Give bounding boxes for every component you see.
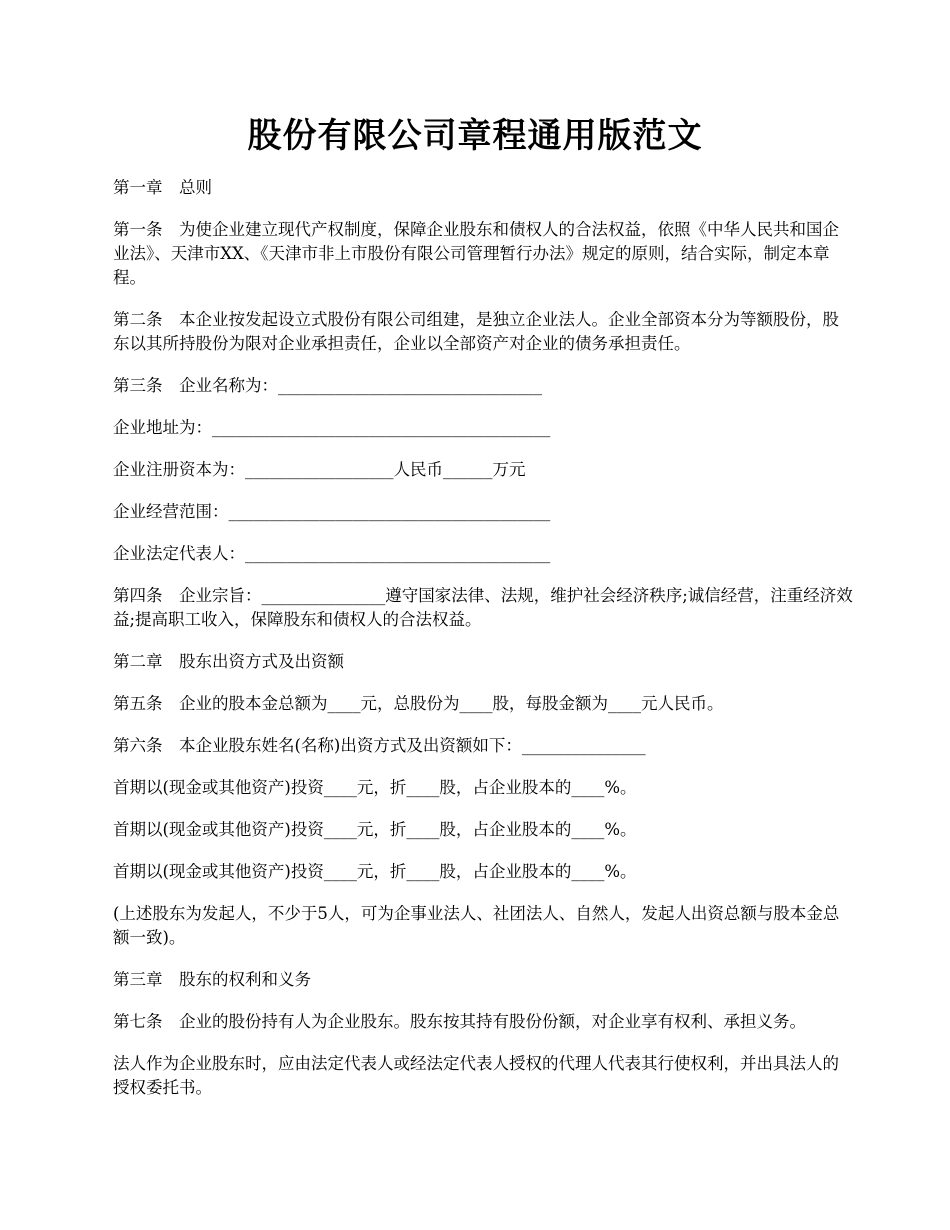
investment-line-1: 首期以(现金或其他资产)投资____元，折____股，占企业股本的____%。	[113, 778, 637, 797]
shareholder-note: (上述股东为发起人，不少于5人，可为企事业法人、社团法人、自然人，发起人出资总额与股本金总额一致)。	[113, 904, 840, 947]
company-address-line: 企业地址为：_________________________________________	[113, 418, 551, 437]
article-5: 第五条 企业的股本金总额为____元，总股份为____股，每股金额为____元人民币。	[113, 694, 724, 713]
article-7: 第七条 企业的股份持有人为企业股东。股东按其持有股份份额，对企业享有权利、承担义务。	[113, 1012, 806, 1031]
chapter-2-heading: 第二章 股东出资方式及出资额	[113, 652, 344, 671]
legal-representative-line: 企业法定代表人：_____________________________________	[113, 544, 551, 563]
document-body	[113, 176, 853, 1118]
legal-person-shareholder-paragraph: 法人作为企业股东时，应由法定代表人或经法定代表人授权的代理人代表其行使权利，并出具法人的授权委托书。	[113, 1054, 839, 1097]
article-1: 第一条 为使企业建立现代产权制度，保障企业股东和债权人的合法权益，依照《中华人民共和国企业法》、天津市XX、《天津市非上市股份有限公司管理暂行办法》规定的原则，结合实际，制定本章程。	[113, 220, 839, 287]
registered-capital-line: 企业注册资本为：__________________人民币______万元	[113, 460, 526, 479]
investment-line-2: 首期以(现金或其他资产)投资____元，折____股，占企业股本的____%。	[113, 820, 637, 839]
article-2: 第二条 本企业按发起设立式股份有限公司组建，是独立企业法人。企业全部资本分为等额股份，股东以其所持股份为限对企业承担责任，企业以全部资产对企业的债务承担责任。	[113, 310, 839, 353]
document-title: 股份有限公司章程通用版范文	[247, 116, 703, 156]
investment-line-3: 首期以(现金或其他资产)投资____元，折____股，占企业股本的____%。	[113, 862, 637, 881]
chapter-1-heading: 第一章 总则	[113, 178, 212, 197]
article-6: 第六条 本企业股东姓名(名称)出资方式及出资额如下：_______________	[113, 736, 646, 755]
business-scope-line: 企业经营范围：_______________________________________	[113, 502, 551, 521]
article-3-company-name: 第三条 企业名称为：________________________________	[113, 376, 542, 395]
chapter-3-heading: 第三章 股东的权利和义务	[113, 970, 311, 989]
article-4: 第四条 企业宗旨：_______________遵守国家法律、法规，维护社会经济秩序;诚信经营，注重经济效益;提高职工收入，保障股东和债权人的合法权益。	[113, 586, 853, 629]
